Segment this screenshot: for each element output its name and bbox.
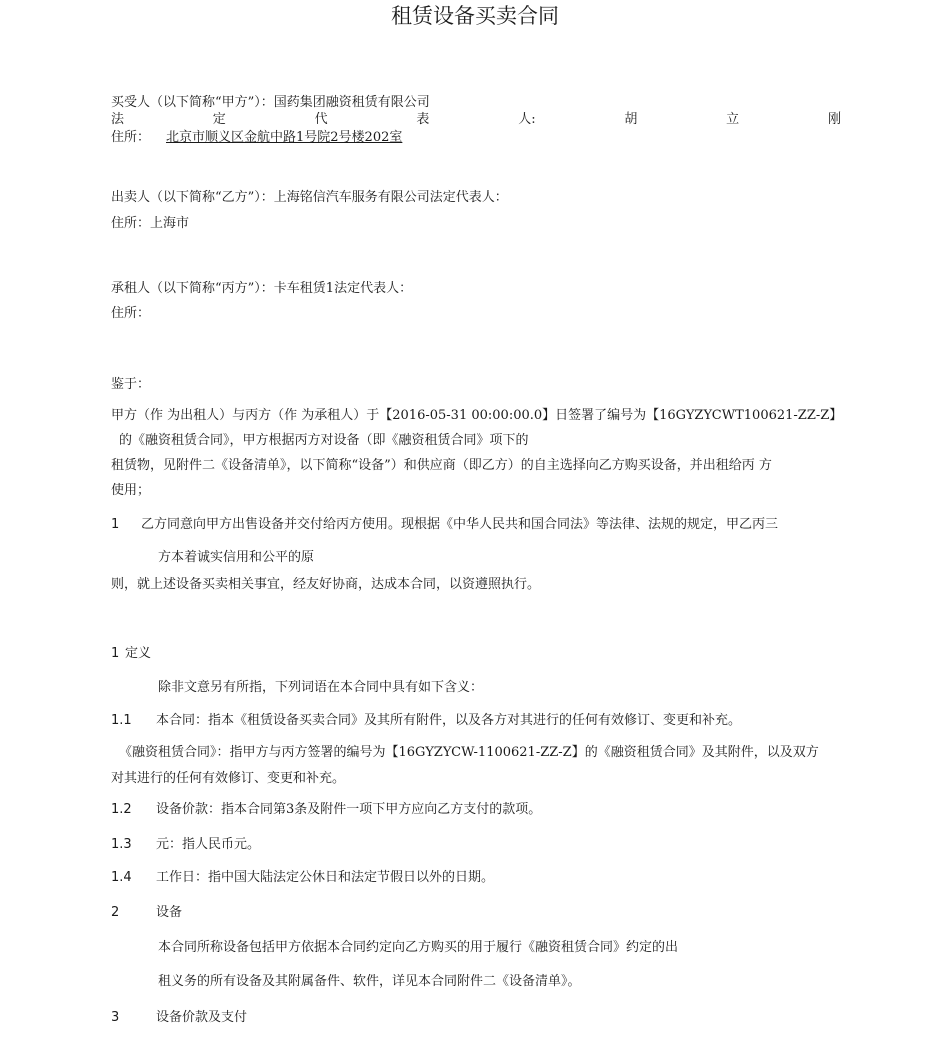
section-2-line1: 本合同所称设备包括甲方依据本合同约定向乙方购买的用于履行《融资租赁合同》约定的出 (158, 940, 679, 955)
section-2-number: 2 (111, 905, 120, 920)
whereas-p2-line1: 乙方同意向甲方出售设备并交付给丙方使用。现根据《中华人民共和国合同法》等法律、法规的规定，甲乙丙三 (141, 517, 779, 532)
rep-char: 定 (212, 112, 226, 127)
section-1-4-text: 工作日：指中国大陆法定公休日和法定节假日以外的日期。 (156, 870, 495, 885)
section-1-title: 定义 (125, 646, 152, 661)
rep-char: 人: (518, 112, 536, 127)
section-1-1b-line2: 对其进行的任何有效修订、变更和补充。 (111, 771, 346, 786)
whereas-p2-line2: 方本着诚实信用和公平的原 (158, 550, 315, 565)
buyer-line: 买受人（以下简称“甲方”）：国药集团融资租赁有限公司 (111, 95, 430, 110)
whereas-p2-line3: 则，就上述设备买卖相关事宜，经友好协商，达成本合同，以资遵照执行。 (111, 577, 541, 592)
section-1-1b-line1: 《融资租赁合同》：指甲方与丙方签署的编号为【16GYZYCW-1100621-ZZ-Z】的《融资租赁合同》及其附件，以及双方 (119, 745, 819, 760)
whereas-p1-line2: 的《融资租赁合同》，甲方根据丙方对设备（即《融资租赁合同》项下的 (119, 433, 529, 448)
section-2-line2: 租义务的所有设备及其附属备件、软件，详见本合同附件二《设备清单》。 (158, 974, 581, 989)
whereas-p2-number: 1 (111, 517, 120, 532)
buyer-legal-representative (111, 112, 841, 128)
section-3-title: 设备价款及支付 (156, 1010, 248, 1025)
section-1-1-number: 1.1 (111, 713, 132, 728)
rep-char: 代 (314, 112, 328, 127)
whereas-label: 鉴于： (111, 377, 151, 392)
whereas-p1-line1: 甲方（作 为出租人）与丙方（作 为承租人）于【2016-05-31 00:00:00.0】日签署了编号为【16GYZYCWT100621-ZZ-Z】 (111, 408, 843, 423)
rep-char: 立 (726, 112, 740, 127)
whereas-p1-line3: 租赁物，见附件二《设备清单》，以下简称“设备”）和供应商（即乙方）的自主选择向乙方购买设备，并出租给丙 方 (111, 458, 772, 473)
lessee-line: 承租人（以下简称“丙方”）：卡车租赁1法定代表人： (111, 281, 413, 296)
rep-char: 胡 (624, 112, 638, 127)
whereas-p1-line4: 使用； (111, 483, 151, 498)
rep-char: 法 (111, 112, 125, 127)
rep-char: 刚 (827, 112, 841, 127)
buyer-address-label: 住所： (111, 130, 151, 145)
section-1-2-text: 设备价款：指本合同第3条及附件一项下甲方应向乙方支付的款项。 (156, 802, 542, 817)
section-1-3-number: 1.3 (111, 837, 132, 852)
section-3-number: 3 (111, 1010, 120, 1025)
lessee-address: 住所： (111, 306, 151, 321)
section-1-4-number: 1.4 (111, 870, 132, 885)
seller-address: 住所：上海市 (111, 216, 190, 231)
section-1-number: 1 (111, 646, 120, 661)
section-1-3-text: 元：指人民币元。 (156, 837, 261, 852)
section-2-title: 设备 (156, 905, 183, 920)
section-1-1-text: 本合同：指本《租赁设备买卖合同》及其所有附件，以及各方对其进行的任何有效修订、变更和补充。 (156, 713, 742, 728)
rep-char: 表 (416, 112, 430, 127)
section-1-intro: 除非文意另有所指，下列词语在本合同中具有如下含义： (158, 680, 484, 695)
document-title: 租赁设备买卖合同 (391, 4, 559, 28)
buyer-address-value: 北京市顺义区金航中路1号院2号楼202室 (166, 130, 403, 145)
section-1-2-number: 1.2 (111, 802, 132, 817)
seller-line: 出卖人（以下简称“乙方”）：上海铭信汽车服务有限公司法定代表人： (111, 190, 508, 205)
